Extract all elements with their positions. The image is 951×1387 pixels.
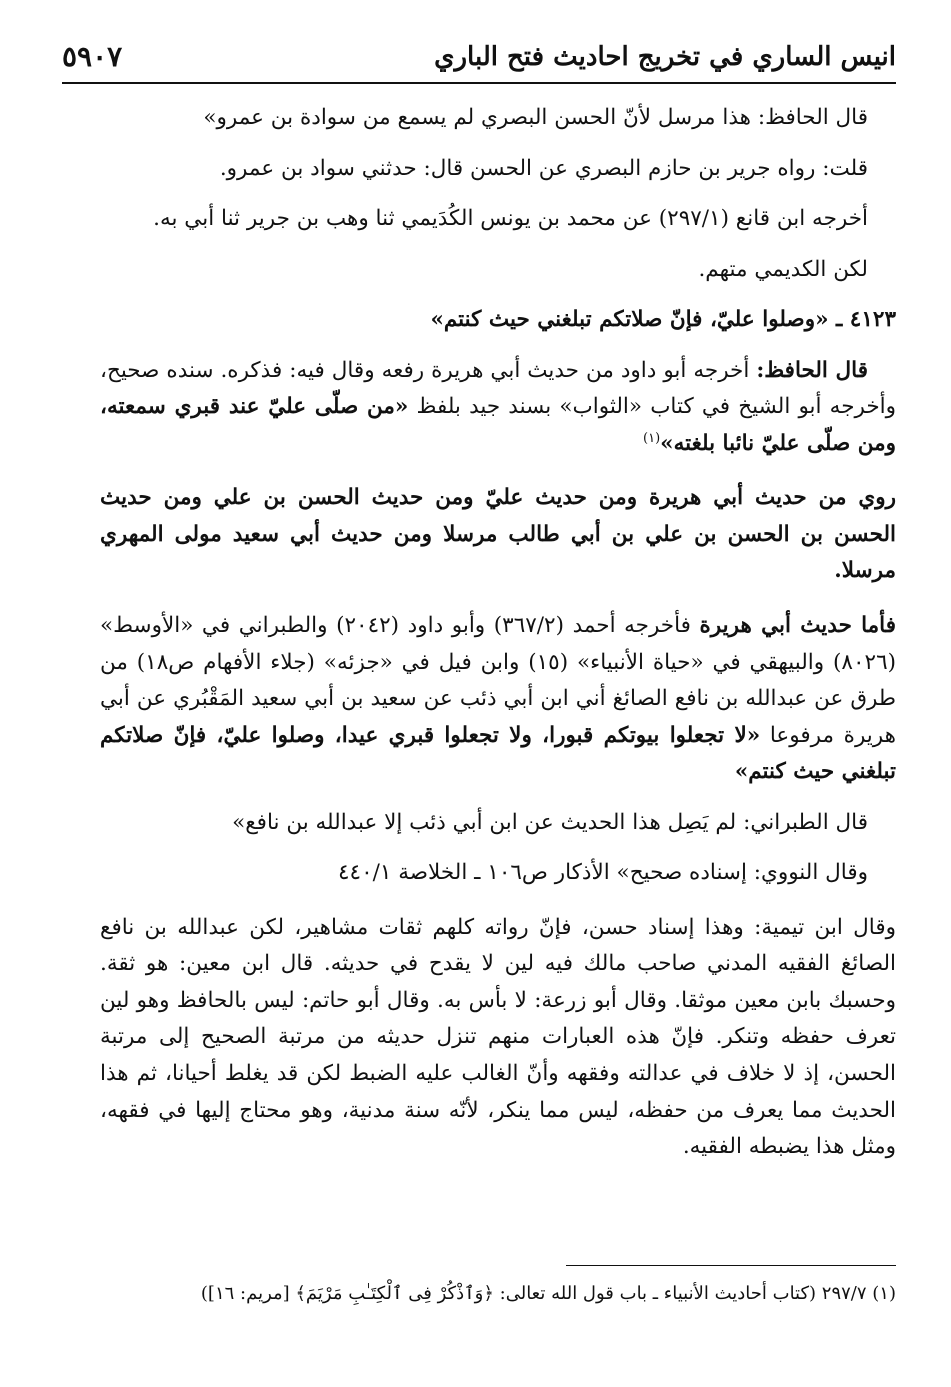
abu-hurayra-text: فأخرجه أحمد (٣٦٧/٢) وأبو داود (٢٠٤٢) والطبراني في «الأوسط» (٨٠٢٦) والبيهقي في «حياة الأنبياء» (١٥) وابن فيل في «جزئه» (جلاء الأفهام ص١٨) من طرق عن عبدالله بن نافع الصائغ أني ابن أبي ذئب عن سعيد بن أبي سعيد المَقْبُري عن أبي هريرة مرفوعا [100, 613, 897, 748]
footnote-divider [566, 1265, 896, 1266]
paragraph-nawawi: وقال النووي: إسناده صحيح» الأذكار ص١٠٦ ـ الخلاصة ٤٤٠/١ [338, 860, 868, 886]
paragraph-qultu: قلت: رواه جرير بن حازم البصري عن الحسن قال: حدثني سواد بن عمرو. [219, 155, 868, 181]
footnotes [55, 1265, 896, 1309]
page-number: ٥٩٠٧ [62, 40, 123, 73]
hafiz-label: قال الحافظ: [756, 357, 868, 383]
abu-hurayra-label: فأما حديث أبي هريرة [699, 613, 896, 639]
abu-hurayra-quote: «لا تجعلوا بيوتكم قبورا، ولا تجعلوا قبري عيدا، وصلوا عليّ، فإنّ صلاتكم تبلغني حيث كنتم» [100, 722, 896, 785]
paragraph-riwayat: روي من حديث أبي هريرة ومن حديث عليّ ومن حديث الحسن بن علي ومن حديث الحسن بن الحسن بن علي بن أبي طالب مرسلا ومن حديث أبي سعيد مولى المهري مرسلا. [100, 485, 896, 584]
hafiz-text: أخرجه أبو داود من حديث أبي هريرة رفعه وقال فيه: فذكره. سنده صحيح، وأخرجه أبو الشيخ في كتاب «الثواب» بسند جيد بلفظ [100, 357, 896, 420]
paragraph-abu-hurayra [100, 608, 896, 791]
page-header [62, 40, 896, 84]
main-text [100, 100, 896, 1166]
paragraph-hafiz-takhrij [100, 353, 896, 463]
paragraph-kudaymi: لكن الكديمي متهم. [698, 256, 868, 282]
hafiz-quote: «من صلّى عليّ عند قبري سمعته، ومن صلّى عليّ نائبا بلغته» [100, 394, 896, 456]
footnote-1: (١) ٢٩٧/٧ (كتاب أحاديث الأنبياء ـ باب قول الله تعالى: ﴿وَٱذْكُرْ فِى ٱلْكِتَـٰبِ مَرْيَمَ﴾ [مريم: ١٦]) [200, 1283, 896, 1304]
paragraph-ibn-qani: أخرجه ابن قانع (٢٩٧/١) عن محمد بن يونس الكُدَيمي ثنا وهب بن جرير ثنا أبي به. [153, 206, 868, 232]
footnote-marker: (١) [643, 430, 661, 446]
paragraph-ibn-taymiyya: وقال ابن تيمية: وهذا إسناد حسن، فإنّ رواته كلهم ثقات مشاهير، لكن عبدالله بن نافع الصائغ الفقيه المدني صاحب مالك فيه لين لا يقدح في حديثه. قال ابن معين: هو ثقة. وحسبك بابن معين موثقا. وقال أبو زرعة: لا بأس به. وقال أبو حاتم: ليس بالحافظ وهو لين تعرف حفظه وتنكر. فإنّ هذه العبارات منهم تنزل حديثه من مرتبة الصحيح إلى مرتبة الحسن، إذ لا خلاف في عدالته وفقهه وأنّ الغالب عليه الضبط لكن قد يغلط أحيانا، ثم هذا الحديث مما يعرف من حفظه، ليس مما ينكر، لأنّه سنة مدنية، وهو محتاج إليها في فقهه، ومثل هذا يضبطه الفقيه. [100, 914, 896, 1160]
paragraph-tabarani: قال الطبراني: لم يَصِل هذا الحديث عن ابن أبي ذئب إلا عبدالله بن نافع» [232, 809, 868, 835]
hadith-heading-4123: ٤١٢٣ ـ «وصلوا عليّ، فإنّ صلاتكم تبلغني حيث كنتم» [430, 307, 896, 333]
paragraph-hafiz-comment: قال الحافظ: هذا مرسل لأنّ الحسن البصري لم يسمع من سوادة بن عمرو» [203, 105, 868, 130]
running-title: انيس الساري في تخريج احاديث فتح الباري [434, 42, 896, 73]
